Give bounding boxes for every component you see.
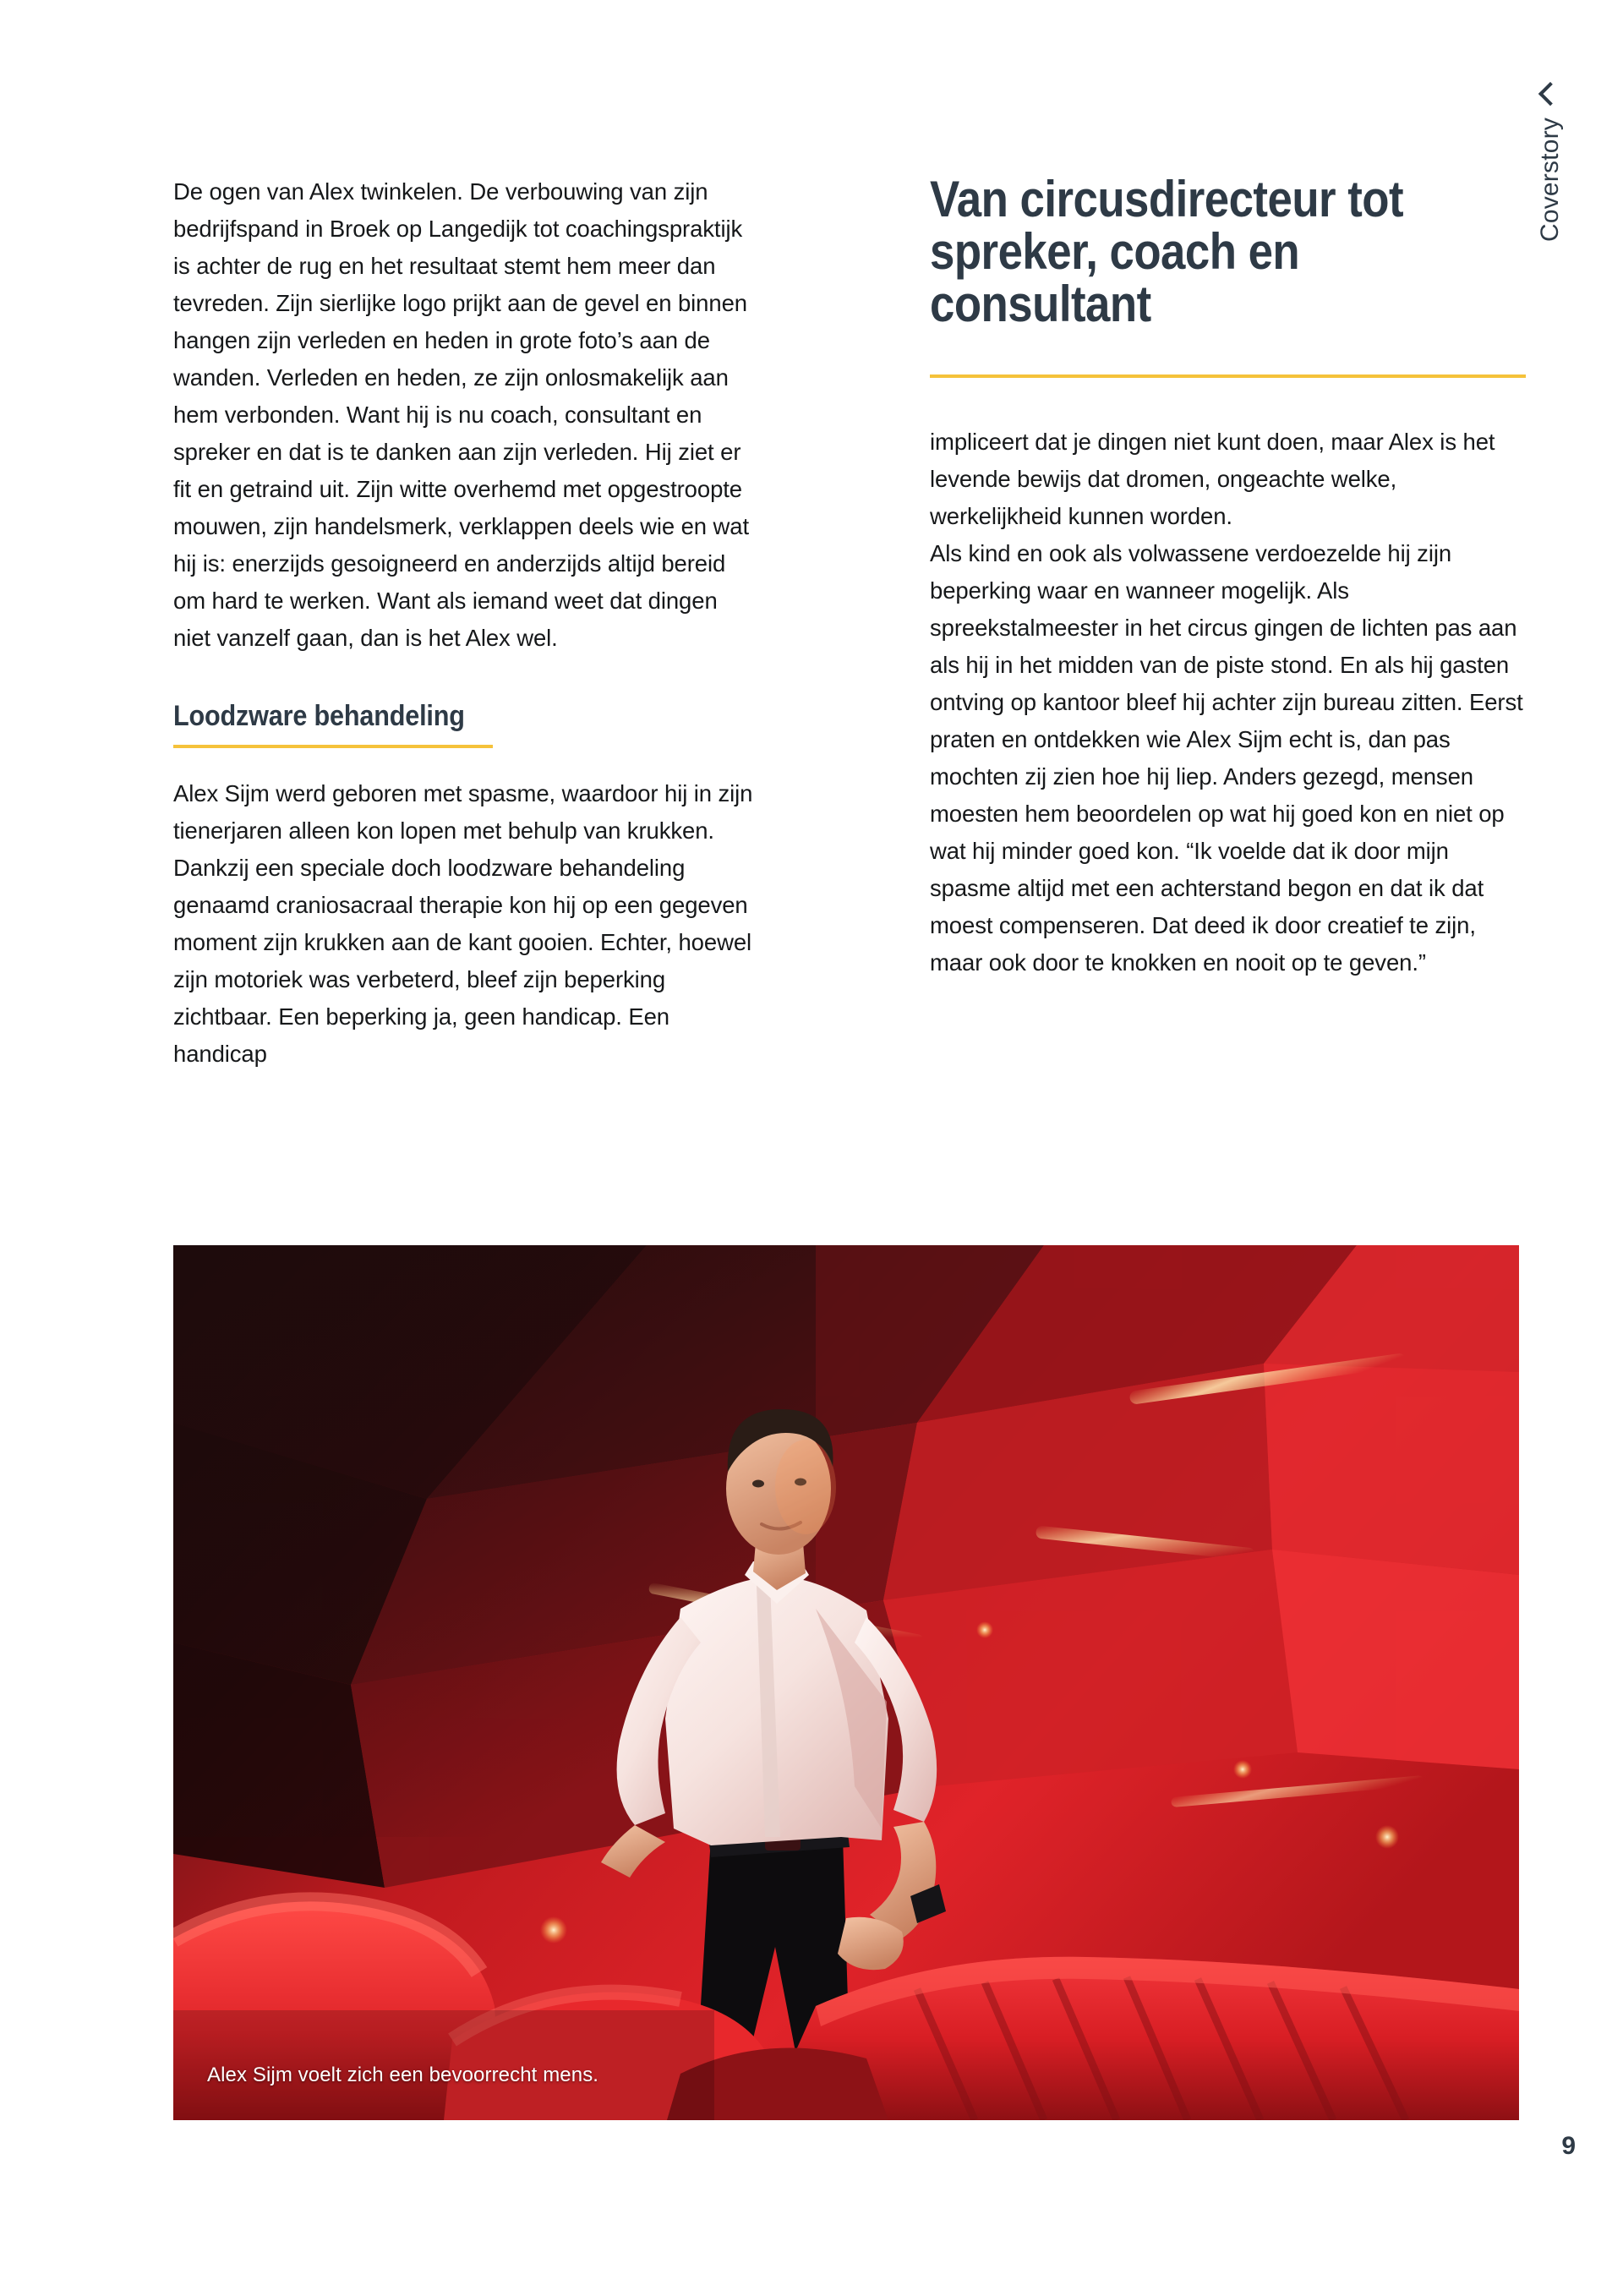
photo-caption: Alex Sijm voelt zich een bevoorrecht mens. bbox=[207, 2064, 599, 2086]
article-photo bbox=[173, 1245, 1519, 2120]
photo-illustration bbox=[173, 1245, 1519, 2120]
subheading: Loodzware behandeling bbox=[173, 700, 465, 732]
left-column bbox=[173, 173, 757, 1073]
headline-accent-rule bbox=[930, 374, 1526, 378]
left-paragraph-2: Alex Sijm werd geboren met spasme, waardoor hij in zijn tienerjaren alleen kon lopen met behulp van krukken. Dankzij een speciale doch loodzware behandeling genaamd craniosacraal therapie kon hij op een gegeven moment zijn krukken aan de kant gooien. Echter, hoewel zijn motoriek was verbeterd, bleef zijn beperking zichtbaar. Een beperking ja, geen handicap. Een handicap bbox=[173, 780, 753, 1067]
subheading-accent-rule bbox=[173, 745, 493, 748]
subheading-block bbox=[173, 699, 757, 748]
right-body bbox=[930, 424, 1526, 981]
section-tab-label: Coverstory bbox=[1536, 118, 1564, 243]
chevron-right-icon bbox=[1538, 82, 1562, 106]
right-paragraph-1: impliceert dat je dingen niet kunt doen, maar Alex is het levende bewijs dat dromen, ongeachte welke, werkelijkheid kunnen worden. bbox=[930, 429, 1495, 529]
page-title: Van circusdirecteur tot spreker, coach en consultant bbox=[930, 171, 1404, 332]
section-tab bbox=[1525, 80, 1576, 334]
left-paragraph-1: De ogen van Alex twinkelen. De verbouwing van zijn bedrijfspand in Broek op Langedijk tot coachingspraktijk is achter de rug en het resultaat stemt hem meer dan tevreden. Zijn sierlijke logo prijkt aan de gevel en binnen hangen zijn verleden en heden in grote foto’s aan de wanden. Verleden en heden, ze zijn onlosmakelijk aan hem verbonden. Want hij is nu coach, consultant en spreker en dat is te danken aan zijn verleden. Hij ziet er fit en getraind uit. Zijn witte overhemd met opgestroopte mouwen, zijn handelsmerk, verklappen deels wie en wat hij is: enerzijds gesoigneerd en anderzijds altijd bereid om hard te werken. Want als iemand weet dat dingen niet vanzelf gaan, dan is het Alex wel. bbox=[173, 178, 750, 651]
page-number: 9 bbox=[1561, 2132, 1576, 2160]
section-tab-inner bbox=[1536, 80, 1565, 242]
right-column bbox=[930, 173, 1526, 981]
right-paragraph-2: Als kind en ook als volwassene verdoezelde hij zijn beperking waar en wanneer mogelijk. Als spreekstalmeester in het circus gingen de lichten pas aan als hij in het midden van de piste stond. En als hij gasten ontving op kantoor bleef hij achter zijn bureau zitten. Eerst praten en ontdekken wie Alex Sijm echt is, dan pas mochten zij zien hoe hij liep. Anders gezegd, mensen moesten hem beoordelen op wat hij goed kon en niet op wat hij minder goed kon. “Ik voelde dat ik door mijn spasme altijd met een achterstand begon en dat ik dat moest compenseren. Dat deed ik door creatief te zijn, maar ook door te knokken en nooit op te geven.” bbox=[930, 540, 1523, 976]
